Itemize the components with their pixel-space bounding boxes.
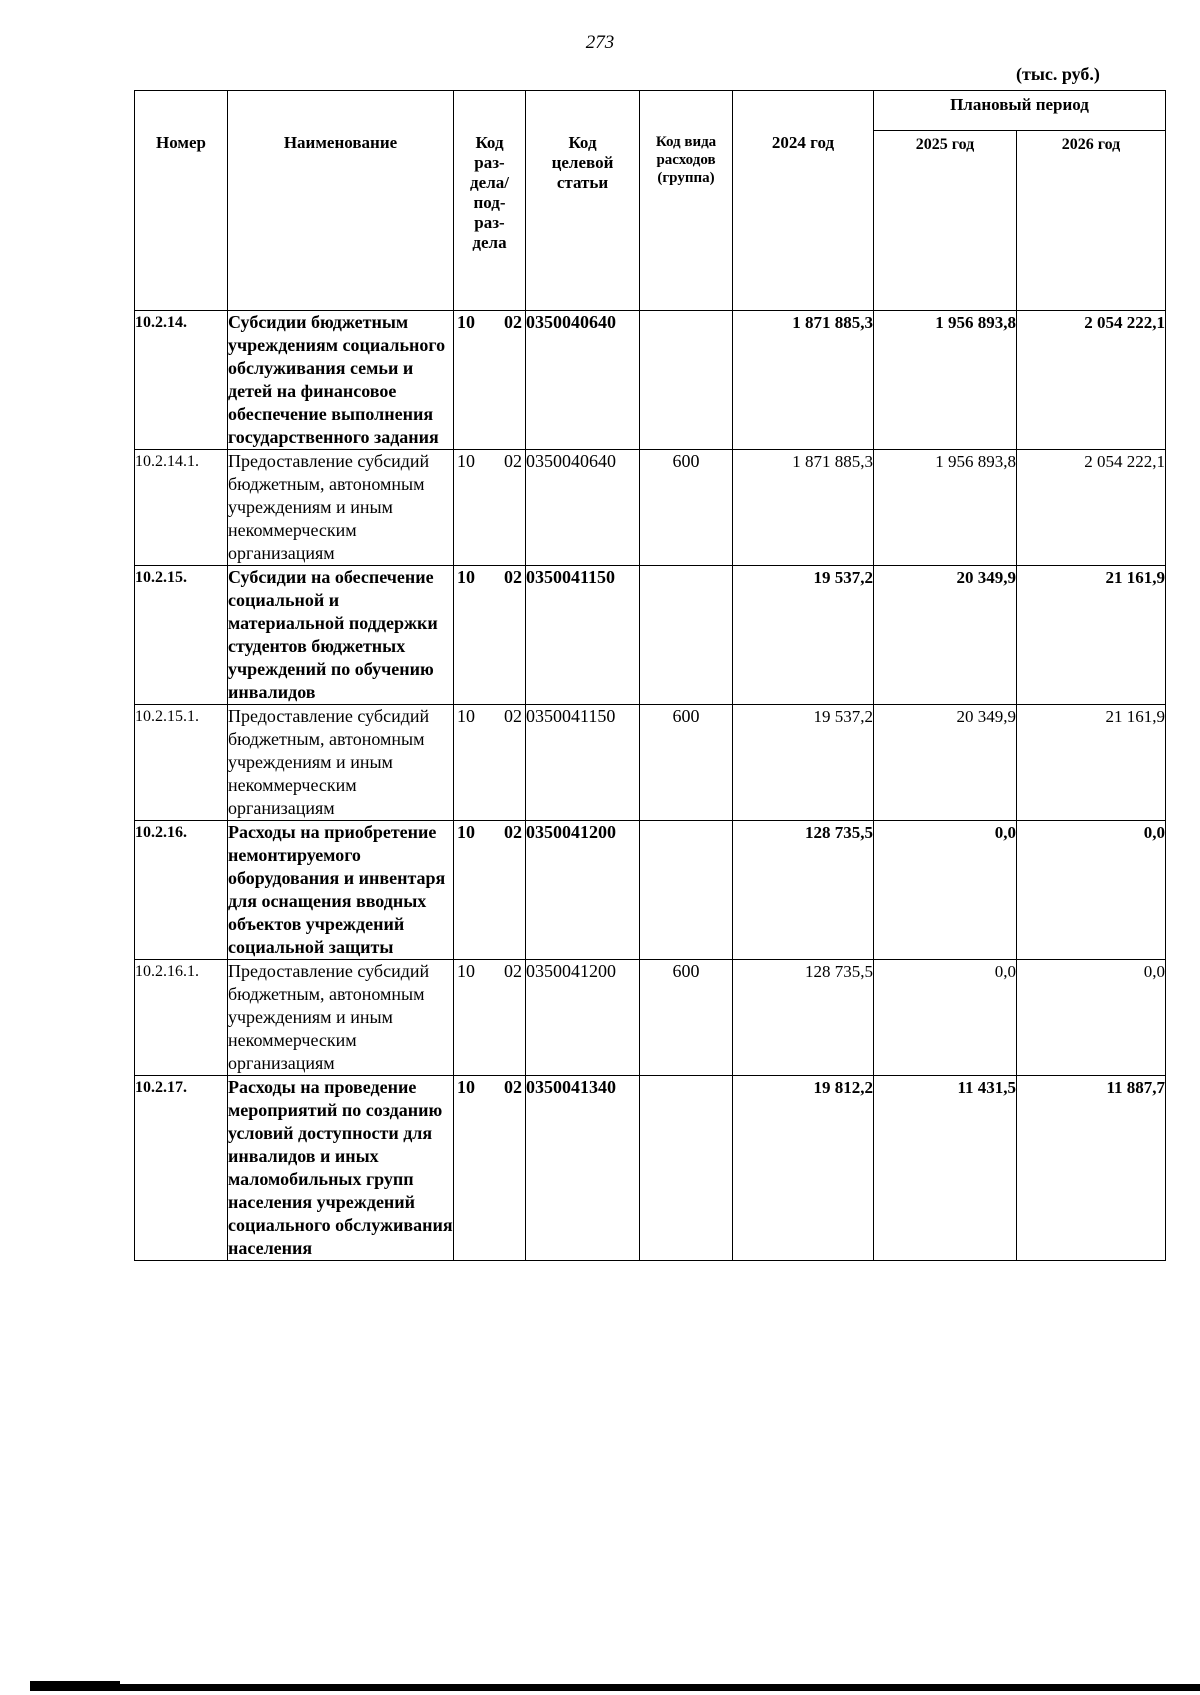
row-name: Расходы на приобретение немонтируемого оборудования и инвентаря для оснащения вводных объектов учреждений социальной защиты: [228, 821, 454, 960]
row-target-code: 0350040640: [526, 450, 640, 566]
row-number: 10.2.16.: [135, 821, 228, 960]
row-section-code: [454, 566, 526, 705]
row-amount-2026: 0,0: [1017, 821, 1166, 960]
row-name: Субсидии на обеспечение социальной и материальной поддержки студентов бюджетных учреждений по обучению инвалидов: [228, 566, 454, 705]
header-name: Наименование: [228, 91, 454, 311]
table-row: [135, 1076, 1166, 1261]
row-target-code: 0350041150: [526, 705, 640, 821]
row-target-code: 0350041200: [526, 821, 640, 960]
row-number: 10.2.15.: [135, 566, 228, 705]
row-section: 10: [457, 822, 475, 842]
budget-table: [134, 90, 1166, 1261]
header-number: Номер: [135, 91, 228, 311]
row-name: Расходы на проведение мероприятий по созданию условий доступности для инвалидов и иных маломобильных групп населения учреждений социального обслуживания населения: [228, 1076, 454, 1261]
row-amount-2026: 2 054 222,1: [1017, 450, 1166, 566]
row-expense-group: 600: [640, 705, 733, 821]
row-amount-2024: 1 871 885,3: [733, 450, 874, 566]
row-section: 10: [457, 312, 475, 332]
row-amount-2025: 20 349,9: [874, 566, 1017, 705]
row-amount-2025: 1 956 893,8: [874, 450, 1017, 566]
header-year-2024: 2024 год: [733, 91, 874, 311]
row-name: Предоставление субсидий бюджетным, автономным учреждениям и иным некоммерческим организациям: [228, 960, 454, 1076]
row-amount-2026: 21 161,9: [1017, 705, 1166, 821]
row-target-code: 0350041150: [526, 566, 640, 705]
row-section: 10: [457, 451, 475, 471]
header-target-code: Код целевой статьи: [526, 91, 640, 311]
row-amount-2024: 128 735,5: [733, 960, 874, 1076]
row-section: 10: [457, 1077, 475, 1097]
table-row: [135, 566, 1166, 705]
table-row: [135, 960, 1166, 1076]
row-section-code: [454, 311, 526, 450]
row-subsection: 02: [504, 706, 522, 726]
row-subsection: 02: [504, 567, 522, 587]
bottom-rule: [30, 1684, 1200, 1691]
row-section-code: [454, 960, 526, 1076]
row-section: 10: [457, 961, 475, 981]
row-number: 10.2.14.: [135, 311, 228, 450]
row-subsection: 02: [504, 961, 522, 981]
page-number: 273: [585, 32, 615, 53]
row-section: 10: [457, 567, 475, 587]
header-planned-period: Плановый период: [874, 91, 1166, 131]
row-expense-group: [640, 821, 733, 960]
row-name: Субсидии бюджетным учреждениям социального обслуживания семьи и детей на финансовое обеспечение выполнения государственного задания: [228, 311, 454, 450]
row-number: 10.2.16.1.: [135, 960, 228, 1076]
row-amount-2024: 19 812,2: [733, 1076, 874, 1261]
row-subsection: 02: [504, 312, 522, 332]
table-body: [135, 311, 1166, 1261]
row-expense-group: [640, 566, 733, 705]
table-row: [135, 705, 1166, 821]
row-name: Предоставление субсидий бюджетным, автономным учреждениям и иным некоммерческим организациям: [228, 705, 454, 821]
row-expense-group: [640, 1076, 733, 1261]
row-amount-2024: 1 871 885,3: [733, 311, 874, 450]
row-target-code: 0350040640: [526, 311, 640, 450]
row-amount-2024: 128 735,5: [733, 821, 874, 960]
row-amount-2025: 0,0: [874, 821, 1017, 960]
row-amount-2025: 1 956 893,8: [874, 311, 1017, 450]
row-target-code: 0350041340: [526, 1076, 640, 1261]
row-expense-group: 600: [640, 960, 733, 1076]
row-amount-2024: 19 537,2: [733, 566, 874, 705]
row-amount-2025: 20 349,9: [874, 705, 1017, 821]
table-row: [135, 821, 1166, 960]
table-row: [135, 311, 1166, 450]
row-subsection: 02: [504, 822, 522, 842]
row-amount-2026: 2 054 222,1: [1017, 311, 1166, 450]
row-amount-2025: 0,0: [874, 960, 1017, 1076]
row-section-code: [454, 1076, 526, 1261]
units-label: (тыс. руб.): [1016, 64, 1100, 84]
row-name: Предоставление субсидий бюджетным, автономным учреждениям и иным некоммерческим организациям: [228, 450, 454, 566]
row-number: 10.2.15.1.: [135, 705, 228, 821]
header-section-code: Код раз- дела/ под- раз- дела: [454, 91, 526, 311]
row-section: 10: [457, 706, 475, 726]
row-number: 10.2.17.: [135, 1076, 228, 1261]
row-amount-2026: 11 887,7: [1017, 1076, 1166, 1261]
row-section-code: [454, 705, 526, 821]
row-subsection: 02: [504, 451, 522, 471]
header-year-2026: 2026 год: [1017, 131, 1166, 311]
table-row: [135, 450, 1166, 566]
row-number: 10.2.14.1.: [135, 450, 228, 566]
row-section-code: [454, 821, 526, 960]
row-amount-2026: 21 161,9: [1017, 566, 1166, 705]
row-expense-group: 600: [640, 450, 733, 566]
row-expense-group: [640, 311, 733, 450]
row-subsection: 02: [504, 1077, 522, 1097]
header-year-2025: 2025 год: [874, 131, 1017, 311]
row-amount-2024: 19 537,2: [733, 705, 874, 821]
header-expense-type: Код вида расходов (группа): [640, 91, 733, 311]
row-amount-2025: 11 431,5: [874, 1076, 1017, 1261]
row-amount-2026: 0,0: [1017, 960, 1166, 1076]
row-target-code: 0350041200: [526, 960, 640, 1076]
row-section-code: [454, 450, 526, 566]
